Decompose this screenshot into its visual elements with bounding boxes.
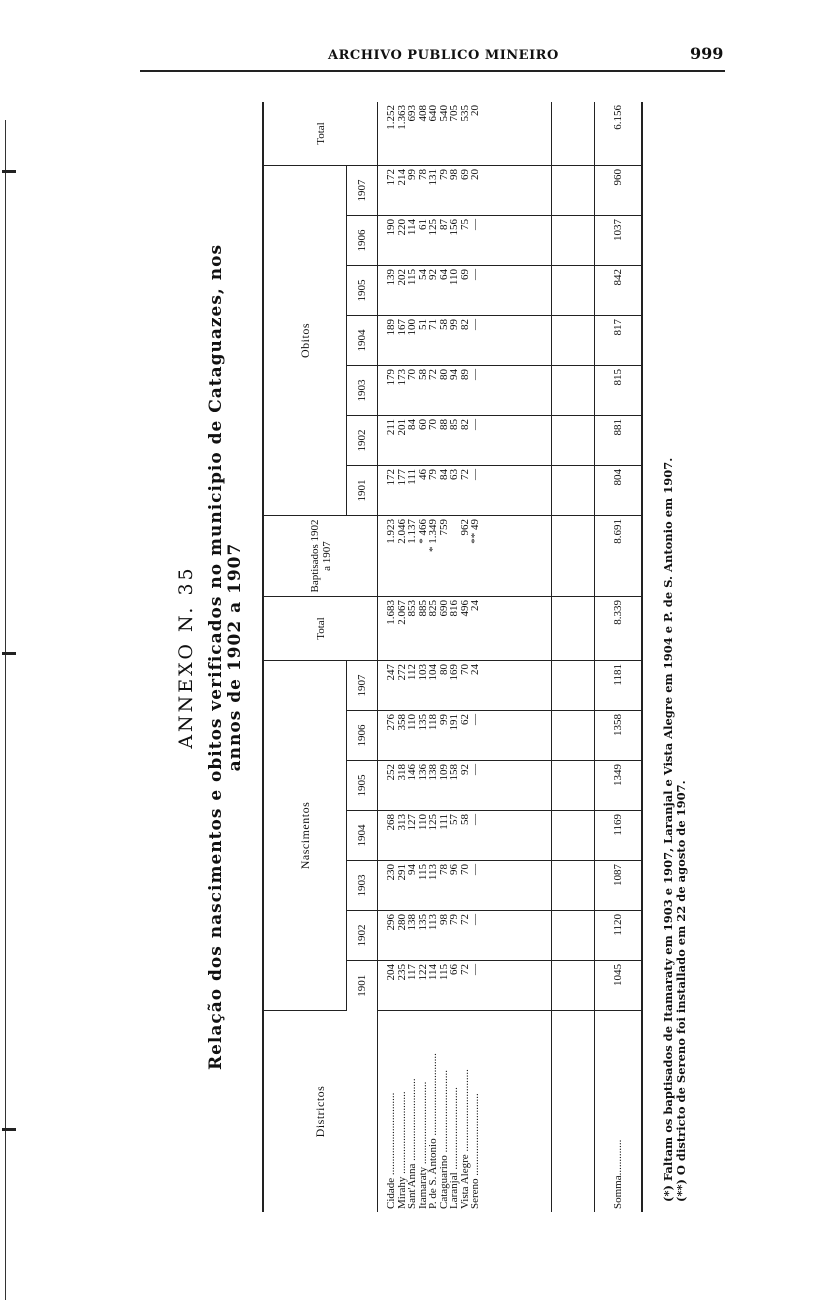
sum-cell: 815: [595, 366, 643, 416]
statistics-table: [262, 102, 643, 1212]
death-count: 99: [448, 319, 460, 330]
death-count: 172: [385, 469, 397, 486]
death-count: 189: [385, 319, 397, 336]
death-count: 60: [416, 419, 429, 430]
baptism-count: 1.923: [385, 519, 397, 544]
death-count: 72: [458, 469, 471, 480]
birth-count: 358: [395, 714, 408, 731]
death-count: 64: [437, 269, 450, 280]
births-header: Nascimentos: [263, 661, 347, 1011]
death-count: 78: [416, 169, 429, 180]
year-header: 1905: [347, 761, 378, 811]
baptism-count: 962: [458, 519, 471, 536]
death-count: 82: [458, 419, 471, 430]
sum-cell: 881: [595, 416, 643, 466]
death-count: 69: [458, 269, 471, 280]
death-total: 705: [448, 105, 460, 122]
sum-row: [595, 102, 643, 1212]
death-count: 156: [448, 219, 460, 236]
year-header: 1901: [347, 466, 378, 516]
death-count: 75: [458, 219, 471, 230]
birth-count: 103: [416, 664, 429, 681]
death-count: 190: [385, 219, 397, 236]
baptisms-header: Baptisados 1902 a 1907: [263, 516, 378, 597]
death-count: 58: [437, 319, 450, 330]
death-count: 69: [458, 169, 471, 180]
baptisms-column: [378, 516, 552, 597]
birth-count: 115: [437, 964, 450, 981]
death-count: 88: [437, 419, 450, 430]
binding-margin-line: [5, 120, 6, 1300]
birth-count: 138: [427, 764, 439, 781]
district-name: Cataguarino ..............................: [437, 1069, 450, 1209]
year-header: 1904: [347, 316, 378, 366]
title-line: annos de 1902 a 1907: [225, 542, 245, 772]
death-count: 115: [406, 269, 418, 286]
death-total: 20: [469, 105, 481, 116]
death-count: 54: [416, 269, 429, 280]
table-title: [207, 102, 245, 1212]
birth-count: 114: [427, 964, 439, 981]
baptism-count: * 1.349: [427, 519, 439, 552]
birth-count: 252: [385, 764, 397, 781]
death-count: 201: [395, 419, 408, 436]
death-count: 70: [406, 369, 418, 380]
deaths-column: [378, 316, 552, 366]
births-column: [378, 861, 552, 911]
death-count: —: [469, 369, 481, 380]
birth-count: 24: [469, 664, 481, 675]
district-name: Laranjal ..............................: [448, 1087, 460, 1209]
birth-count: 111: [437, 814, 450, 830]
death-count: 99: [406, 169, 418, 180]
baptism-count: 2.046: [395, 519, 408, 544]
birth-count: 98: [437, 914, 450, 925]
death-total: 640: [427, 105, 439, 122]
death-count: 84: [437, 469, 450, 480]
birth-count: 113: [427, 914, 439, 931]
death-count: 172: [385, 169, 397, 186]
district-name: Sereno ..............................: [469, 1093, 481, 1209]
death-total: 540: [437, 105, 450, 122]
death-count: 214: [395, 169, 408, 186]
birth-count: 70: [458, 664, 471, 675]
district-name: Sant'Anna ..............................: [406, 1078, 418, 1209]
year-header: 1903: [347, 366, 378, 416]
rotated-table-block: [137, 102, 717, 1212]
sum-cell: 842: [595, 266, 643, 316]
births-total-header: Total: [263, 597, 378, 661]
footnote: (**) O districto de Sereno foi installado em 22 de agosto de 1907.: [674, 780, 688, 1202]
birth-count: 169: [448, 664, 460, 681]
district-name: Vista Alegre ..............................: [458, 1069, 471, 1209]
margin-tick: [2, 1128, 16, 1131]
death-count: 131: [427, 169, 439, 186]
birth-count: 72: [458, 964, 471, 975]
footnote: (*) Faltam os baptisados de Itamaraty em 1903 e 1907, Laranjal e Vista Alegre em 1904 e P. de S. Antonio em 1907.: [661, 457, 675, 1202]
margin-tick: [2, 652, 16, 655]
birth-total: 24: [469, 600, 481, 611]
birth-count: 204: [385, 964, 397, 981]
deaths-column: [378, 366, 552, 416]
birth-count: 291: [395, 864, 408, 881]
births-column: [378, 711, 552, 761]
deaths-total-column: [378, 102, 552, 166]
running-title: ARCHIVO PUBLICO MINEIRO: [328, 48, 559, 63]
baptism-count: ** 49: [469, 519, 481, 544]
districts-header: Districtos: [263, 1011, 378, 1213]
sum-cell: 8.691: [595, 516, 643, 597]
death-count: 114: [406, 219, 418, 236]
births-column: [378, 811, 552, 861]
death-count: 61: [416, 219, 429, 230]
district-name: Itamaraty ..............................: [416, 1081, 429, 1209]
death-count: 80: [437, 369, 450, 380]
death-count: 173: [395, 369, 408, 386]
death-count: 94: [448, 369, 460, 380]
birth-count: 99: [437, 714, 450, 725]
death-count: 20: [469, 169, 481, 180]
birth-count: 96: [448, 864, 460, 875]
birth-total: 853: [406, 600, 418, 617]
death-count: 82: [458, 319, 471, 330]
birth-count: 115: [416, 864, 429, 881]
margin-tick: [2, 170, 16, 173]
death-count: 125: [427, 219, 439, 236]
year-header: 1902: [347, 416, 378, 466]
death-count: 111: [406, 469, 418, 485]
death-count: —: [469, 419, 481, 430]
spacer-row: [552, 102, 595, 1212]
birth-total: 496: [458, 600, 471, 617]
death-count: 79: [427, 469, 439, 480]
sum-cell: 8.339: [595, 597, 643, 661]
death-count: 72: [427, 369, 439, 380]
birth-count: 80: [437, 664, 450, 675]
birth-count: 138: [406, 914, 418, 931]
header-rule: [140, 70, 725, 72]
births-column: [378, 911, 552, 961]
death-count: 177: [395, 469, 408, 486]
death-count: —: [469, 319, 481, 330]
year-header: 1907: [347, 166, 378, 216]
title-line: Relação dos nascimentos e obitos verificados no municipio de Cataguazes, nos: [206, 243, 226, 1071]
sum-label: Somma.............: [595, 1011, 643, 1213]
birth-count: 110: [406, 714, 418, 731]
birth-count: 110: [416, 814, 429, 831]
death-count: 100: [406, 319, 418, 336]
death-count: 220: [395, 219, 408, 236]
year-header: 1907: [347, 661, 378, 711]
district-names: [378, 1011, 552, 1213]
death-count: 98: [448, 169, 460, 180]
births-total-column: [378, 597, 552, 661]
birth-count: —: [469, 914, 481, 925]
death-count: 87: [437, 219, 450, 230]
death-count: 63: [448, 469, 460, 480]
sum-cell: 960: [595, 166, 643, 216]
births-column: [378, 761, 552, 811]
death-count: —: [469, 469, 481, 480]
death-total: 1.363: [395, 105, 408, 130]
birth-count: 146: [406, 764, 418, 781]
district-name: Mirahy ..............................: [395, 1091, 408, 1209]
baptism-count: * 466: [416, 519, 429, 544]
birth-total: 690: [437, 600, 450, 617]
death-count: 70: [427, 419, 439, 430]
birth-count: —: [469, 714, 481, 725]
birth-total: 885: [416, 600, 429, 617]
birth-count: 268: [385, 814, 397, 831]
birth-count: 276: [385, 714, 397, 731]
birth-count: 313: [395, 814, 408, 831]
birth-count: 113: [427, 864, 439, 881]
sum-cell: 1349: [595, 761, 643, 811]
deaths-column: [378, 166, 552, 216]
year-header: 1906: [347, 216, 378, 266]
death-count: 71: [427, 319, 439, 330]
deaths-column: [378, 216, 552, 266]
births-column: [378, 661, 552, 711]
deaths-column: [378, 466, 552, 516]
birth-count: —: [469, 964, 481, 975]
baptism-count: 759: [437, 519, 450, 536]
death-count: 58: [416, 369, 429, 380]
birth-total: 1.683: [385, 600, 397, 625]
birth-count: 66: [448, 964, 460, 975]
year-header: 1901: [347, 961, 378, 1011]
deaths-header: Obitos: [263, 166, 347, 516]
birth-count: —: [469, 864, 481, 875]
death-total: 408: [416, 105, 429, 122]
death-count: 110: [448, 269, 460, 286]
birth-count: 191: [448, 714, 460, 731]
sum-cell: 1037: [595, 216, 643, 266]
birth-count: 62: [458, 714, 471, 725]
birth-total: 825: [427, 600, 439, 617]
year-header: 1905: [347, 266, 378, 316]
year-header: 1902: [347, 911, 378, 961]
birth-count: 318: [395, 764, 408, 781]
birth-count: —: [469, 764, 481, 775]
deaths-total-header: Total: [263, 102, 378, 166]
birth-count: 72: [458, 914, 471, 925]
death-count: —: [469, 219, 481, 230]
birth-count: 135: [416, 914, 429, 931]
death-total: 693: [406, 105, 418, 122]
birth-count: 235: [395, 964, 408, 981]
birth-count: 136: [416, 764, 429, 781]
birth-count: 247: [385, 664, 397, 681]
sum-cell: 6.156: [595, 102, 643, 166]
page-header: [0, 0, 830, 90]
death-count: 202: [395, 269, 408, 286]
birth-count: 125: [427, 814, 439, 831]
year-header: 1904: [347, 811, 378, 861]
birth-count: 230: [385, 864, 397, 881]
death-count: 139: [385, 269, 397, 286]
birth-count: 79: [448, 914, 460, 925]
birth-count: 92: [458, 764, 471, 775]
death-total: 535: [458, 105, 471, 122]
death-total: 1.252: [385, 105, 397, 130]
death-count: 46: [416, 469, 429, 480]
district-rows: [378, 102, 552, 1212]
baptism-count: 1.137: [406, 519, 418, 544]
birth-count: 94: [406, 864, 418, 875]
death-count: 92: [427, 269, 439, 280]
sum-cell: 804: [595, 466, 643, 516]
death-count: —: [469, 269, 481, 280]
death-count: 85: [448, 419, 460, 430]
page-number: 999: [690, 44, 724, 63]
deaths-column: [378, 416, 552, 466]
deaths-column: [378, 266, 552, 316]
birth-total: 816: [448, 600, 460, 617]
birth-count: 104: [427, 664, 439, 681]
birth-count: 70: [458, 864, 471, 875]
birth-count: 135: [416, 714, 429, 731]
death-count: 84: [406, 419, 418, 430]
year-header: 1903: [347, 861, 378, 911]
sum-cell: 1045: [595, 961, 643, 1011]
birth-count: 78: [437, 864, 450, 875]
death-count: 51: [416, 319, 429, 330]
death-count: 79: [437, 169, 450, 180]
death-count: 179: [385, 369, 397, 386]
birth-count: 280: [395, 914, 408, 931]
birth-count: 127: [406, 814, 418, 831]
birth-count: 109: [437, 764, 450, 781]
sum-cell: 1358: [595, 711, 643, 761]
death-count: 167: [395, 319, 408, 336]
sum-cell: 1120: [595, 911, 643, 961]
year-header: 1906: [347, 711, 378, 761]
birth-count: 122: [416, 964, 429, 981]
district-name: P. de S. Antonio ..............................: [427, 1053, 439, 1209]
footnotes: [662, 112, 688, 1202]
sum-cell: 817: [595, 316, 643, 366]
birth-count: 158: [448, 764, 460, 781]
birth-count: —: [469, 814, 481, 825]
birth-count: 117: [406, 964, 418, 981]
birth-count: 112: [406, 664, 418, 681]
birth-count: 57: [448, 814, 460, 825]
births-column: [378, 961, 552, 1011]
death-count: 89: [458, 369, 471, 380]
birth-count: 272: [395, 664, 408, 681]
birth-total: 2.067: [395, 600, 408, 625]
district-name: Cidade ..............................: [385, 1092, 397, 1209]
sum-cell: 1087: [595, 861, 643, 911]
death-count: 211: [385, 419, 397, 436]
birth-count: 118: [427, 714, 439, 731]
sum-cell: 1181: [595, 661, 643, 711]
birth-count: 58: [458, 814, 471, 825]
annex-number: ANNEXO N. 35: [175, 565, 197, 749]
baptism-count: [449, 519, 460, 593]
sum-cell: 1169: [595, 811, 643, 861]
birth-count: 296: [385, 914, 397, 931]
